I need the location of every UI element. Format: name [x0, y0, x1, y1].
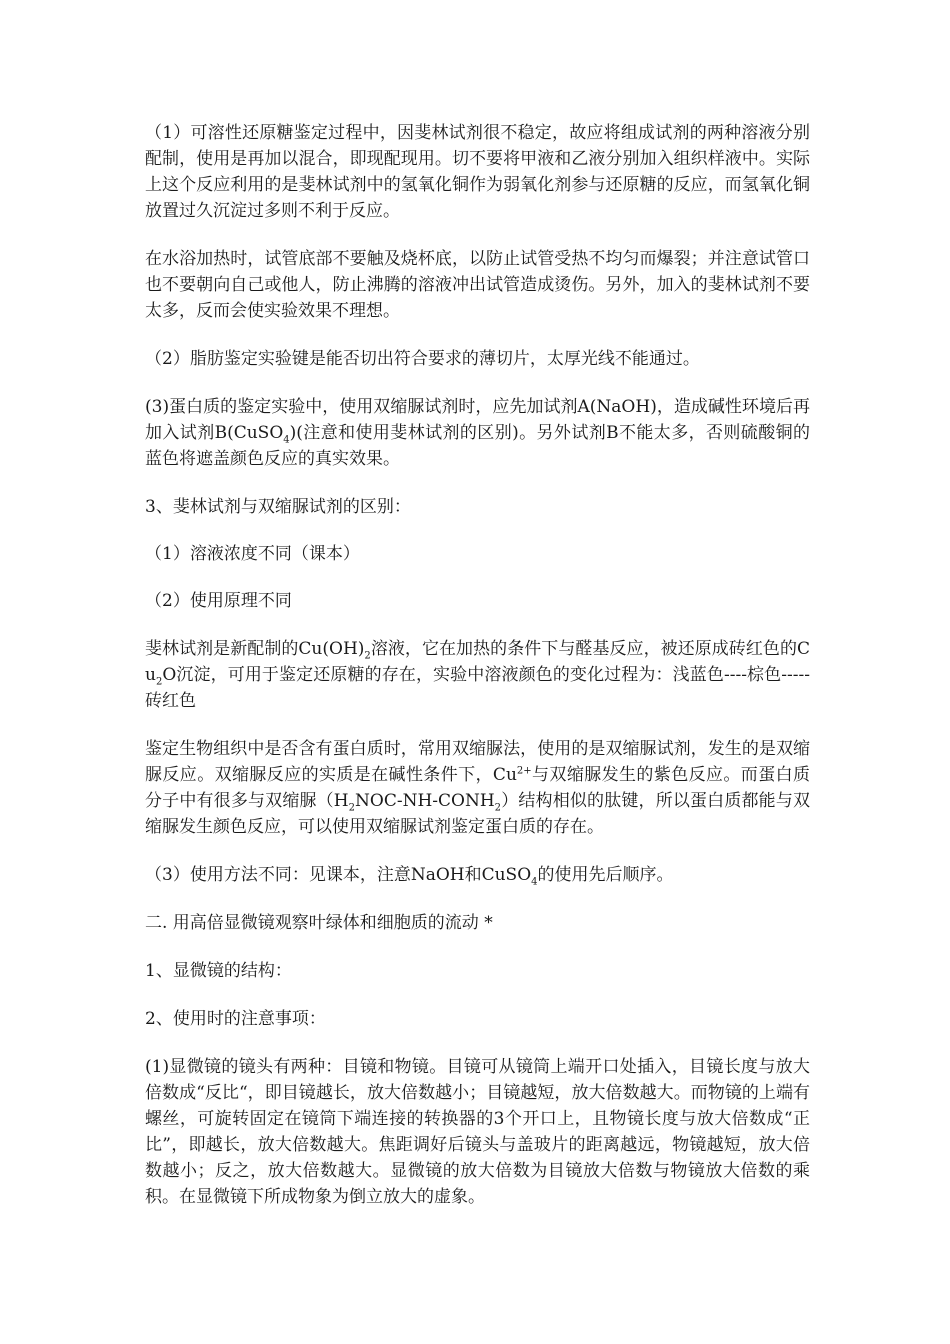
subscript: 4	[531, 876, 538, 888]
paragraph-microscope-lenses: (1)显微镜的镜头有两种：目镜和物镜。目镜可从镜筒上端开口处插入，目镜长度与放大倍数成“反比“，即目镜越长，放大倍数越小；目镜越短，放大倍数越大。而物镜的上端有螺丝，可旋转固定在镜筒下端连接的转换器的3个开口上，且物镜长度与放大倍数成“正比”，即越长，放大倍数越大。焦距调好后镜头与盖玻片的距离越远，物镜越短，放大倍数越小；反之，放大倍数越大。显微镜的放大倍数为目镜放大倍数与物镜放大倍数的乘积。在显微镜下所成物象为倒立放大的虚象。	[145, 1057, 810, 1207]
text-segment: （3）使用方法不同：见课本，注意NaOH和CuSO	[145, 865, 532, 885]
subscript: 2	[348, 802, 356, 814]
text-segment: )(注意和使用斐林试剂的区别)。另外试剂B不能太多，否则硫酸铜的蓝色将遮盖颜色反应的真实效果。	[145, 423, 810, 469]
text-segment: 与双缩脲发生的紫色反应。而蛋白质分子中有很多与双缩脲（H	[145, 765, 810, 811]
paragraph-fehling-reagent	[145, 636, 810, 714]
paragraph-usage-difference	[145, 862, 810, 888]
text-segment: ）结构相似的肽键，所以蛋白质都能与双缩脲发生颜色反应，可以使用双缩脲试剂鉴定蛋白质的存在。	[145, 791, 811, 837]
subscript: 2	[364, 650, 371, 662]
section-heading-reagent-difference: 3、斐林试剂与双缩脲试剂的区别：	[145, 497, 411, 517]
paragraph-reducing-sugar: （1）可溶性还原糖鉴定过程中，因斐林试剂很不稳定，故应将组成试剂的两种溶液分别配制，使用是再加以混合，即现配现用。切不要将甲液和乙液分别加入组织样液中。实际上这个反应利用的是斐林试剂中的氢氧化铜作为弱氧化剂参与还原糖的反应，而氢氧化铜放置过久沉淀过多则不利于反应。	[145, 123, 810, 221]
paragraph-biuret-reaction	[145, 736, 810, 840]
paragraph-fat-test: （2）脂肪鉴定实验键是能否切出符合要求的薄切片，太厚光线不能通过。	[145, 349, 700, 369]
section-heading-microscope: 二. 用高倍显微镜观察叶绿体和细胞质的流动 *	[145, 913, 493, 933]
text-segment: 斐林试剂是新配制的Cu(OH)	[145, 639, 365, 659]
text-segment: O沉淀，可用于鉴定还原糖的存在，实验中溶液颜色的变化过程为：浅蓝色----棕色-----砖红色	[145, 665, 810, 711]
text-segment: 溶液，它在加热的条件下与醛基反应，被还原成砖红色的Cu	[145, 639, 810, 685]
subscript: 4	[283, 434, 290, 446]
text-segment: (3)蛋白质的鉴定实验中，使用双缩脲试剂时，应先加试剂A(NaOH)，造成碱性环境后再加入试剂B(CuSO	[145, 397, 810, 443]
text-segment: NOC-NH-CONH	[355, 791, 495, 811]
section-heading-microscope-structure: 1、显微镜的结构：	[145, 961, 292, 981]
paragraph-protein-test	[145, 394, 810, 472]
superscript: 2+	[516, 765, 532, 777]
document-page	[145, 120, 810, 1210]
subscript: 2	[494, 802, 502, 814]
subscript: 2	[155, 676, 163, 688]
text-segment: 鉴定生物组织中是否含有蛋白质时，常用双缩脲法，使用的是双缩脲试剂，发生的是双缩脲反应。双缩脲反应的实质是在碱性条件下，Cu	[145, 739, 810, 785]
text-segment: 的使用先后顺序。	[537, 865, 674, 885]
paragraph-water-bath: 在水浴加热时，试管底部不要触及烧杯底，以防止试管受热不均匀而爆裂；并注意试管口也不要朝向自己或他人，防止沸腾的溶液冲出试管造成烫伤。另外，加入的斐林试剂不要太多，反而会使实验效果不理想。	[145, 249, 810, 321]
paragraph-concentration-difference: （1）溶液浓度不同（课本）	[145, 544, 360, 564]
section-heading-precautions: 2、使用时的注意事项：	[145, 1009, 326, 1029]
paragraph-principle-difference: （2）使用原理不同	[145, 591, 292, 611]
